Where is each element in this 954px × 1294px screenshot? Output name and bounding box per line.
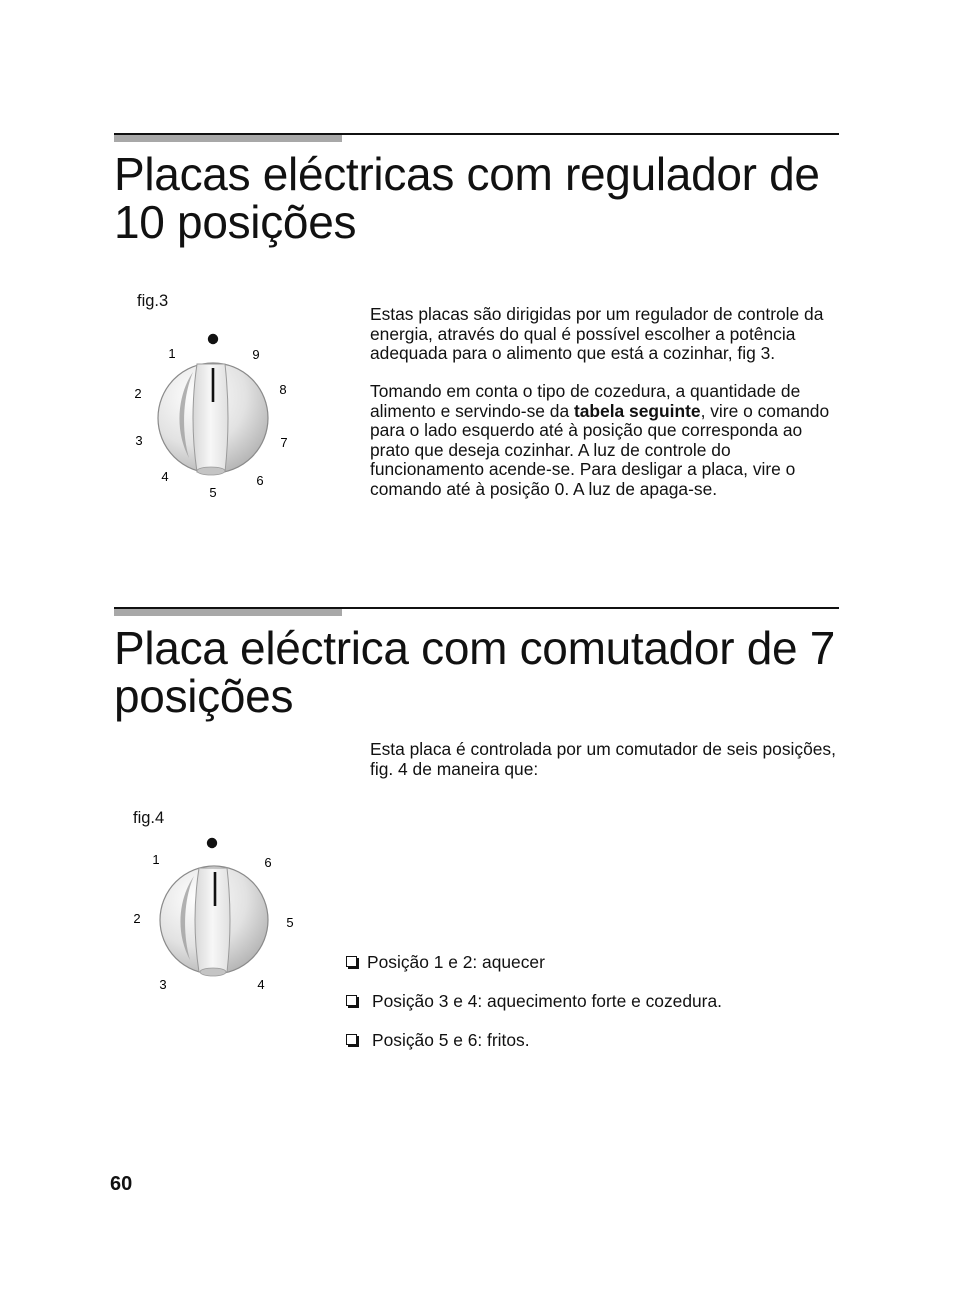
- dial-7-positions: [126, 834, 306, 994]
- dial-4-number: 4: [257, 977, 265, 992]
- section-1-paragraph-1: Estas placas são dirigidas por um regulador de controle da energia, através do qual é possível escolher a potência adequada para o alimento que está a cozinhar, fig 3.: [370, 304, 824, 363]
- figure-4-label: fig.4: [133, 809, 165, 827]
- list-item: Posição 3 e 4: aquecimento forte e cozedura.: [346, 991, 722, 1011]
- section-1-title: [114, 150, 854, 246]
- dial-3-number: 6: [256, 473, 264, 488]
- list-item: Posição 1 e 2: aquecer: [346, 952, 545, 972]
- dial-3-number: 5: [209, 485, 217, 500]
- dial-3-number: 9: [252, 347, 260, 362]
- dial-10-positions: [123, 330, 313, 510]
- dial-3-number: 7: [280, 435, 288, 450]
- dial-4-number: 6: [264, 855, 272, 870]
- checkbox-bullet-icon: [346, 1034, 357, 1045]
- list-item: Posição 5 e 6: fritos.: [346, 1030, 530, 1050]
- dial-3-grip: [193, 364, 228, 472]
- page-number: 60: [110, 1173, 133, 1195]
- checkbox-bullet-icon: [346, 995, 357, 1006]
- section-2-title-line1: Placa eléctrica com comutador de 7: [114, 622, 836, 674]
- checkbox-bullet-icon: [346, 956, 357, 967]
- dial-3-number: 1: [168, 346, 176, 361]
- section-1-rule: [114, 133, 839, 142]
- dial-4-number: 1: [152, 852, 160, 867]
- dial-4-position-dot: [207, 838, 217, 848]
- dial-3-position-dot: [208, 334, 218, 344]
- dial-3-number: 8: [279, 382, 287, 397]
- dial-3-number: 4: [161, 469, 169, 484]
- dial-4-grip: [195, 868, 230, 972]
- dial-4-number: 5: [286, 915, 294, 930]
- dial-4-number: 3: [159, 977, 167, 992]
- section-1-paragraph-2: Tomando em conta o tipo de cozedura, a quantidade de alimento e servindo-se da tabela seguinte, vire o comando para o lado esquerdo até à posição que corresponda ao prato que deseja cozinhar. A luz de controle do funcionamento acende-se. Para desligar a placa, vire o comando até à posição 0. A luz de apaga-se.: [370, 381, 830, 499]
- section-2-paragraph-1: Esta placa é controlada por um comutador de seis posições, fig. 4 de maneira que:: [370, 739, 836, 779]
- section-1-title-line2: 10 posições: [114, 196, 357, 248]
- table-reference: tabela seguinte: [573, 400, 701, 421]
- dial-3-number: 2: [134, 386, 142, 401]
- dial-3-number: 3: [135, 433, 143, 448]
- section-1-title-line1: Placas eléctricas com regulador de: [114, 148, 820, 200]
- section-2-rule: [114, 607, 839, 616]
- figure-3-label: fig.3: [137, 292, 169, 310]
- dial-4-number: 2: [133, 911, 141, 926]
- section-2-title: [114, 624, 854, 720]
- section-2-title-line2: posições: [114, 670, 294, 722]
